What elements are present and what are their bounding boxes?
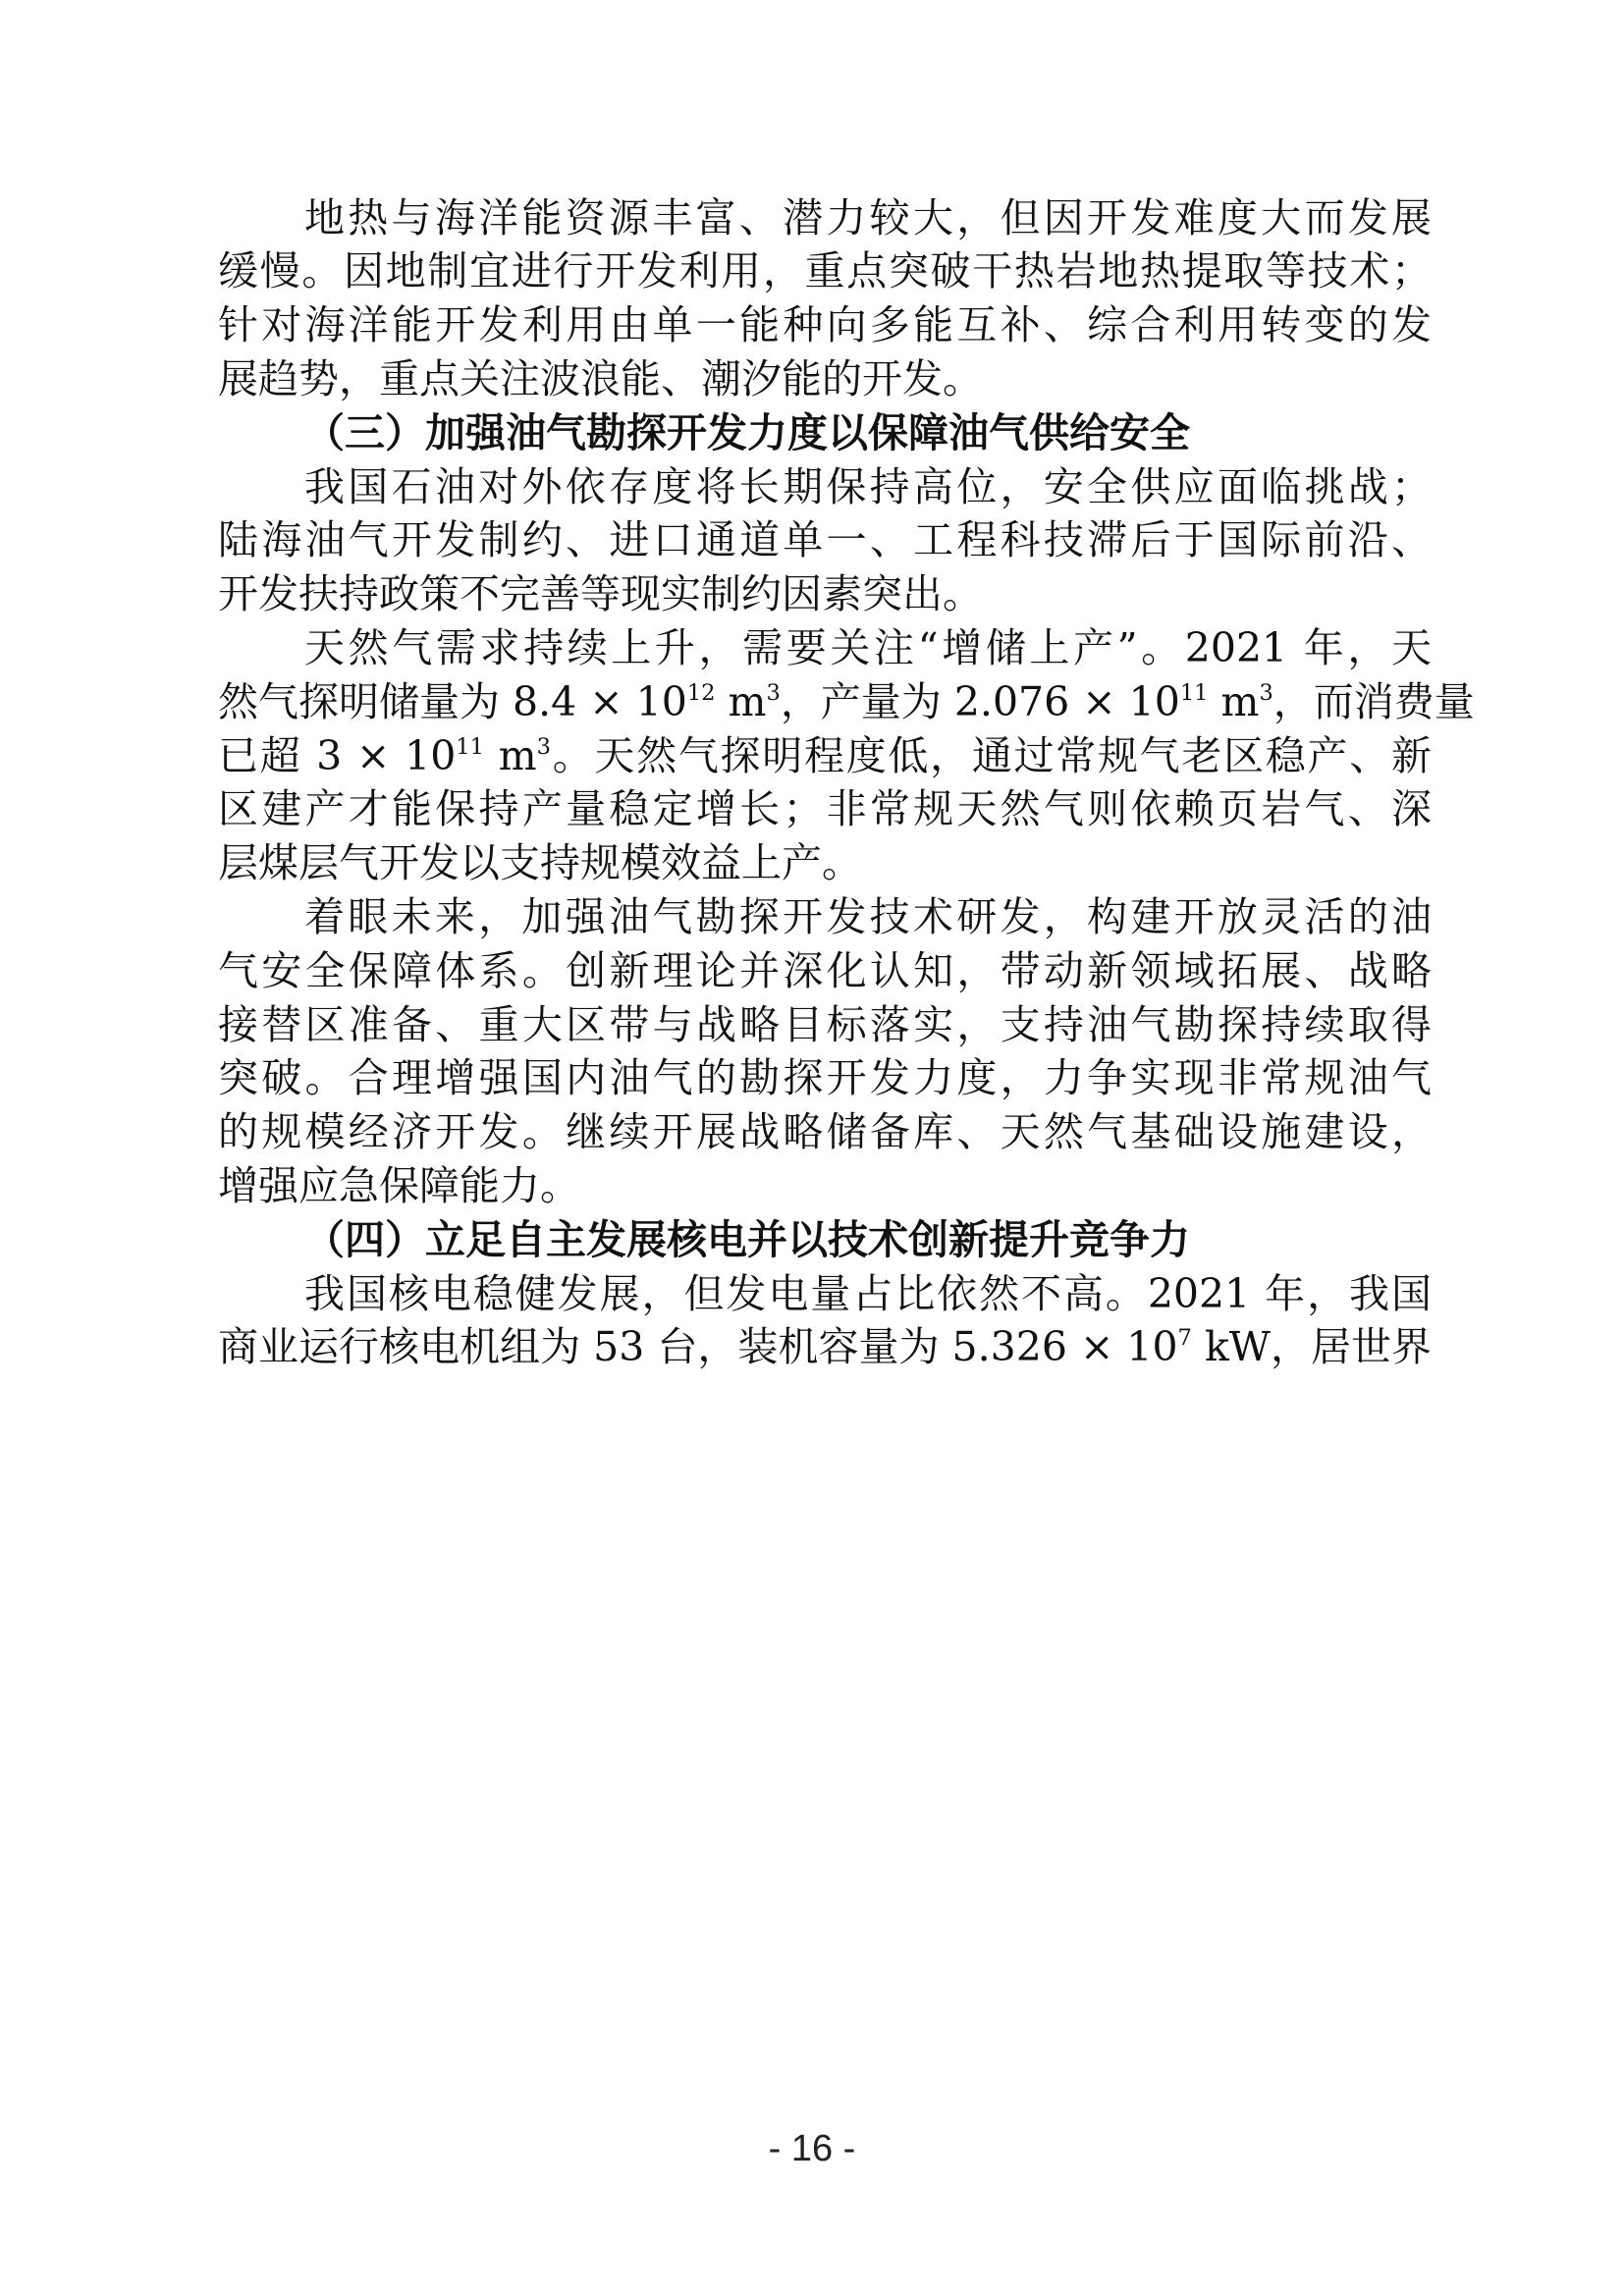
paragraph-line: 天然气需求持续上升，需要关注“增储上产”。2021 年，天	[304, 624, 1432, 671]
text-run: 。天然气探明程度低，通过常规气老区稳产、新	[550, 732, 1432, 779]
paragraph-line: 地热与海洋能资源丰富、潜力较大，但因开发难度大而发展	[304, 194, 1432, 241]
paragraph-line: 缓慢。因地制宜进行开发利用，重点突破干热岩地热提取等技术；	[218, 247, 1432, 294]
paragraph-line: 着眼未来，加强油气勘探开发技术研发，构建开放灵活的油	[304, 893, 1432, 940]
paragraph-line: 突破。合理增强国内油气的勘探开发力度，力争实现非常规油气	[218, 1054, 1432, 1101]
superscript: 12	[686, 680, 716, 707]
text-run: 已超 3 × 10	[218, 732, 457, 779]
paragraph-line: 我国石油对外依存度将长期保持高位，安全供应面临挑战；	[304, 463, 1432, 510]
page-number: - 16 -	[768, 2128, 856, 2169]
paragraph-line: 层煤层气开发以支持规模效益上产。	[218, 839, 862, 886]
superscript: 11	[1179, 680, 1209, 707]
section-heading-4: （四）立足自主发展核电并以技术创新提升竞争力	[304, 1216, 1190, 1263]
superscript: 7	[1177, 1325, 1192, 1352]
paragraph-line: 针对海洋能开发利用由单一能种向多能互补、综合利用转变的发	[218, 301, 1432, 348]
text-run: ，产量为 2.076 × 10	[780, 678, 1180, 725]
paragraph-line-with-formula	[218, 1311, 1432, 1382]
document-page	[218, 0, 1475, 2296]
section-heading-3: （三）加强油气勘探开发力度以保障油气供给安全	[304, 409, 1190, 456]
paragraph-line: 陆海油气开发制约、进口通道单一、工程科技滞后于国际前沿、	[218, 516, 1432, 563]
paragraph-line: 我国核电稳健发展，但发电量占比依然不高。2021 年，我国	[304, 1270, 1432, 1317]
text-run: m	[715, 678, 767, 725]
paragraph-line: 的规模经济开发。继续开展战略储备库、天然气基础设施建设，	[218, 1108, 1432, 1155]
paragraph-line: 增强应急保障能力。	[218, 1162, 580, 1209]
paragraph-line: 气安全保障体系。创新理论并深化认知，带动新领域拓展、战略	[218, 947, 1432, 994]
text-run: 商业运行核电机组为 53 台，装机容量为 5.326 × 10	[218, 1323, 1178, 1370]
paragraph-line: 展趋势，重点关注波浪能、潮汐能的开发。	[218, 355, 983, 402]
superscript: 3	[766, 680, 781, 707]
text-run: 然气探明储量为 8.4 × 10	[218, 678, 687, 725]
text-run: kW，居世界	[1191, 1323, 1432, 1370]
paragraph-line: 接替区准备、重大区带与战略目标落实，支持油气勘探持续取得	[218, 1001, 1432, 1048]
paragraph-line: 区建产才能保持产量稳定增长；非常规天然气则依赖页岩气、深	[218, 785, 1432, 832]
text-run: m	[483, 732, 537, 779]
paragraph-line: 开发扶持政策不完善等现实制约因素突出。	[218, 570, 983, 617]
superscript: 3	[1259, 680, 1273, 707]
superscript: 11	[456, 734, 484, 761]
superscript: 3	[536, 734, 551, 761]
text-run: ，而消费量	[1272, 678, 1475, 725]
text-run: m	[1208, 678, 1260, 725]
